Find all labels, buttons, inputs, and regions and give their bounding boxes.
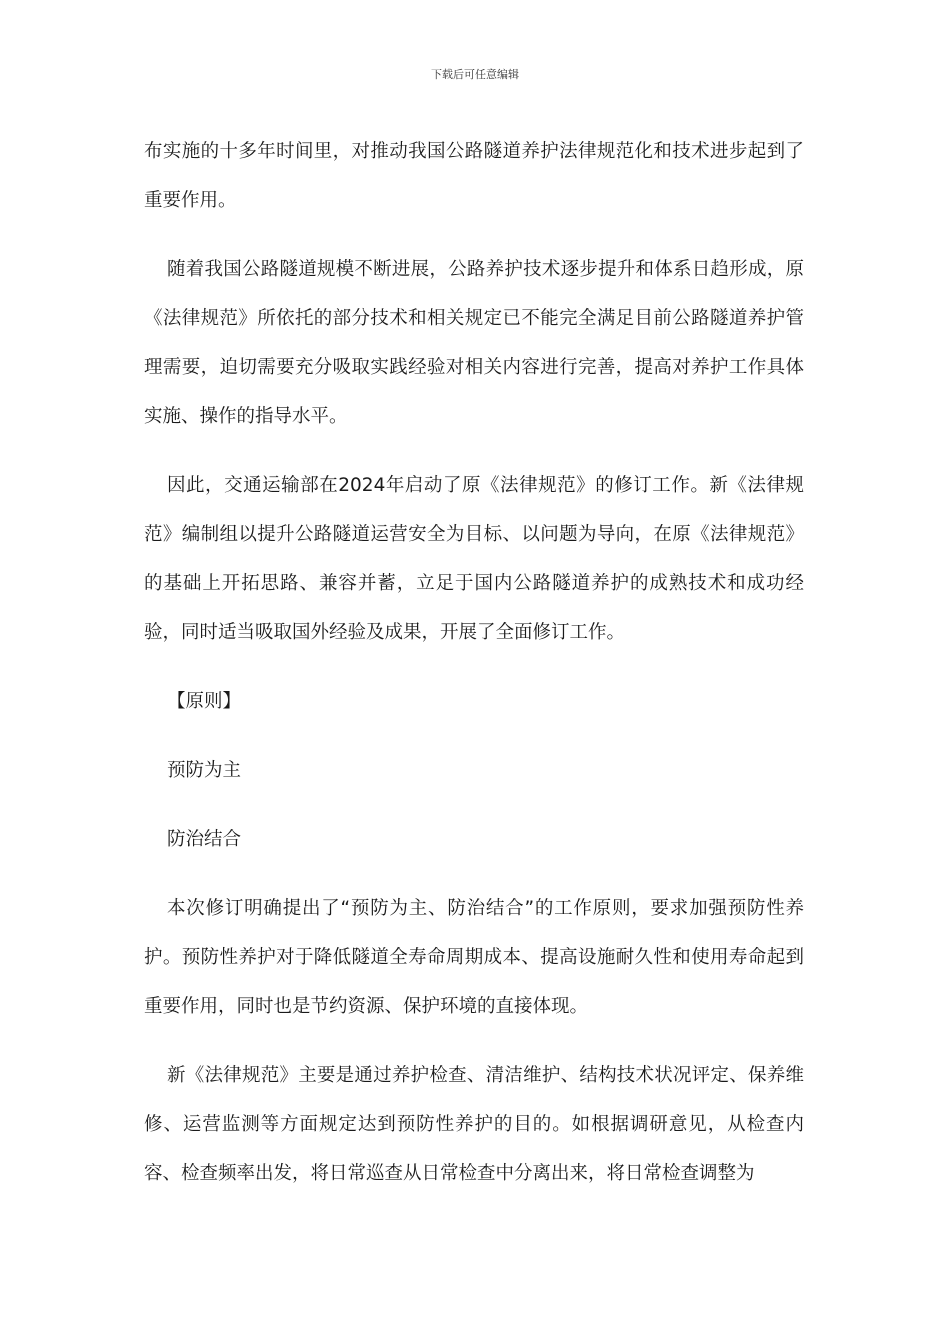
principle-item-prevention: 预防为主 <box>167 760 242 781</box>
paragraph-development: 随着我国公路隧道规模不断进展，公路养护技术逐步提升和体系日趋形成，原《法律规范》所依托的部分技术和相关规定已不能完全满足目前公路隧道养护管理需要，迫切需要充分吸取实践经验对相关内容进行完善，提高对养护工作具体实施、操作的指导水平。 <box>144 259 804 427</box>
document-body <box>144 127 804 1198</box>
principle-item-combination: 防治结合 <box>167 829 242 850</box>
page-header-note: 下载后可任意编辑 <box>431 68 519 81</box>
paragraph-new-standard: 新《法律规范》主要是通过养护检查、清洁维护、结构技术状况评定、保养维修、运营监测等方面规定达到预防性养护的目的。如根据调研意见，从检查内容、检查频率出发，将日常巡查从日常检查中分离出来，将日常检查调整为 <box>144 1065 804 1184</box>
paragraph-preventive-maintenance: 本次修订明确提出了“预防为主、防治结合”的工作原则，要求加强预防性养护。预防性养护对于降低隧道全寿命周期成本、提高设施耐久性和使用寿命起到重要作用，同时也是节约资源、保护环境的直接体现。 <box>144 898 804 1017</box>
section-heading-principles: 【原则】 <box>167 691 242 712</box>
paragraph-revision: 因此，交通运输部在2024年启动了原《法律规范》的修订工作。新《法律规范》编制组以提升公路隧道运营安全为目标、以问题为导向，在原《法律规范》的基础上开拓思路、兼容并蓄，立足于国内公路隧道养护的成熟技术和成功经验，同时适当吸取国外经验及成果，开展了全面修订工作。 <box>144 475 804 643</box>
paragraph-continuation: 布实施的十多年时间里，对推动我国公路隧道养护法律规范化和技术进步起到了重要作用。 <box>144 141 804 211</box>
